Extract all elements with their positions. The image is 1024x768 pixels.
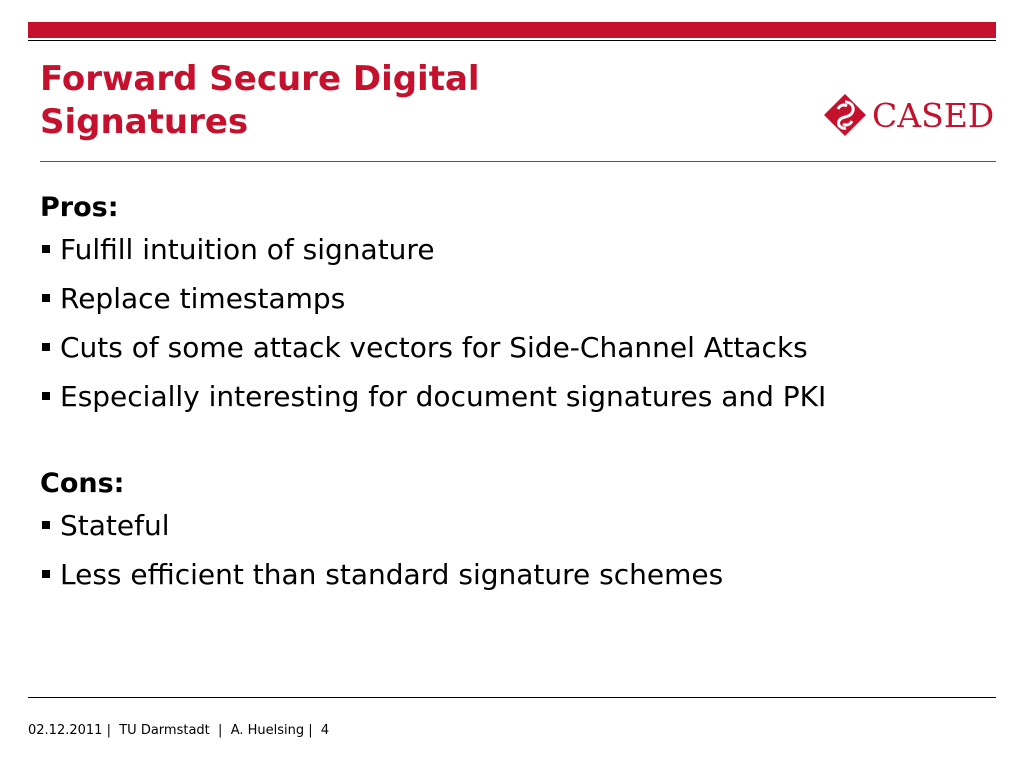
pros-heading: Pros: <box>40 192 119 223</box>
list-item-text: Replace timestamps <box>60 282 346 315</box>
list-item <box>40 328 1000 368</box>
logo-wordmark: CASED <box>872 95 995 135</box>
slide-body <box>40 186 1000 604</box>
list-item-text: Especially interesting for document signatures and PKI <box>60 380 827 413</box>
footer-author: A. Huelsing <box>230 723 305 738</box>
footer-separator: | <box>218 723 223 738</box>
cons-list <box>40 506 1000 595</box>
square-bullet-icon <box>42 392 50 400</box>
square-bullet-icon <box>42 521 50 529</box>
list-item-text: Fulfill intuition of signature <box>60 233 435 266</box>
list-item <box>40 230 1000 270</box>
pros-list <box>40 230 1000 417</box>
footer-date: 02.12.2011 <box>28 723 103 738</box>
top-accent-bar <box>28 22 996 38</box>
list-item <box>40 377 1000 417</box>
slide-title: Forward Secure Digital Signatures <box>40 59 480 142</box>
list-item-text: Stateful <box>60 509 170 542</box>
footer-separator: | <box>308 723 313 738</box>
page-number: 4 <box>320 723 330 738</box>
slide-footer <box>28 722 329 740</box>
list-item-text: Cuts of some attack vectors for Side-Channel Attacks <box>60 331 808 364</box>
square-bullet-icon <box>42 343 50 351</box>
square-bullet-icon <box>42 245 50 253</box>
cons-heading: Cons: <box>40 468 125 499</box>
list-item <box>40 555 1000 595</box>
top-divider <box>28 40 996 41</box>
cased-logo-icon <box>822 92 868 138</box>
list-item <box>40 506 1000 546</box>
header-divider <box>40 161 996 162</box>
cased-logo <box>822 90 1002 140</box>
list-item-text: Less efficient than standard signature schemes <box>60 558 724 591</box>
square-bullet-icon <box>42 294 50 302</box>
square-bullet-icon <box>42 570 50 578</box>
footer-separator: | <box>106 723 111 738</box>
section-spacer <box>40 426 1000 462</box>
footer-institution: TU Darmstadt <box>119 723 210 738</box>
list-item <box>40 279 1000 319</box>
footer-divider <box>28 697 996 698</box>
